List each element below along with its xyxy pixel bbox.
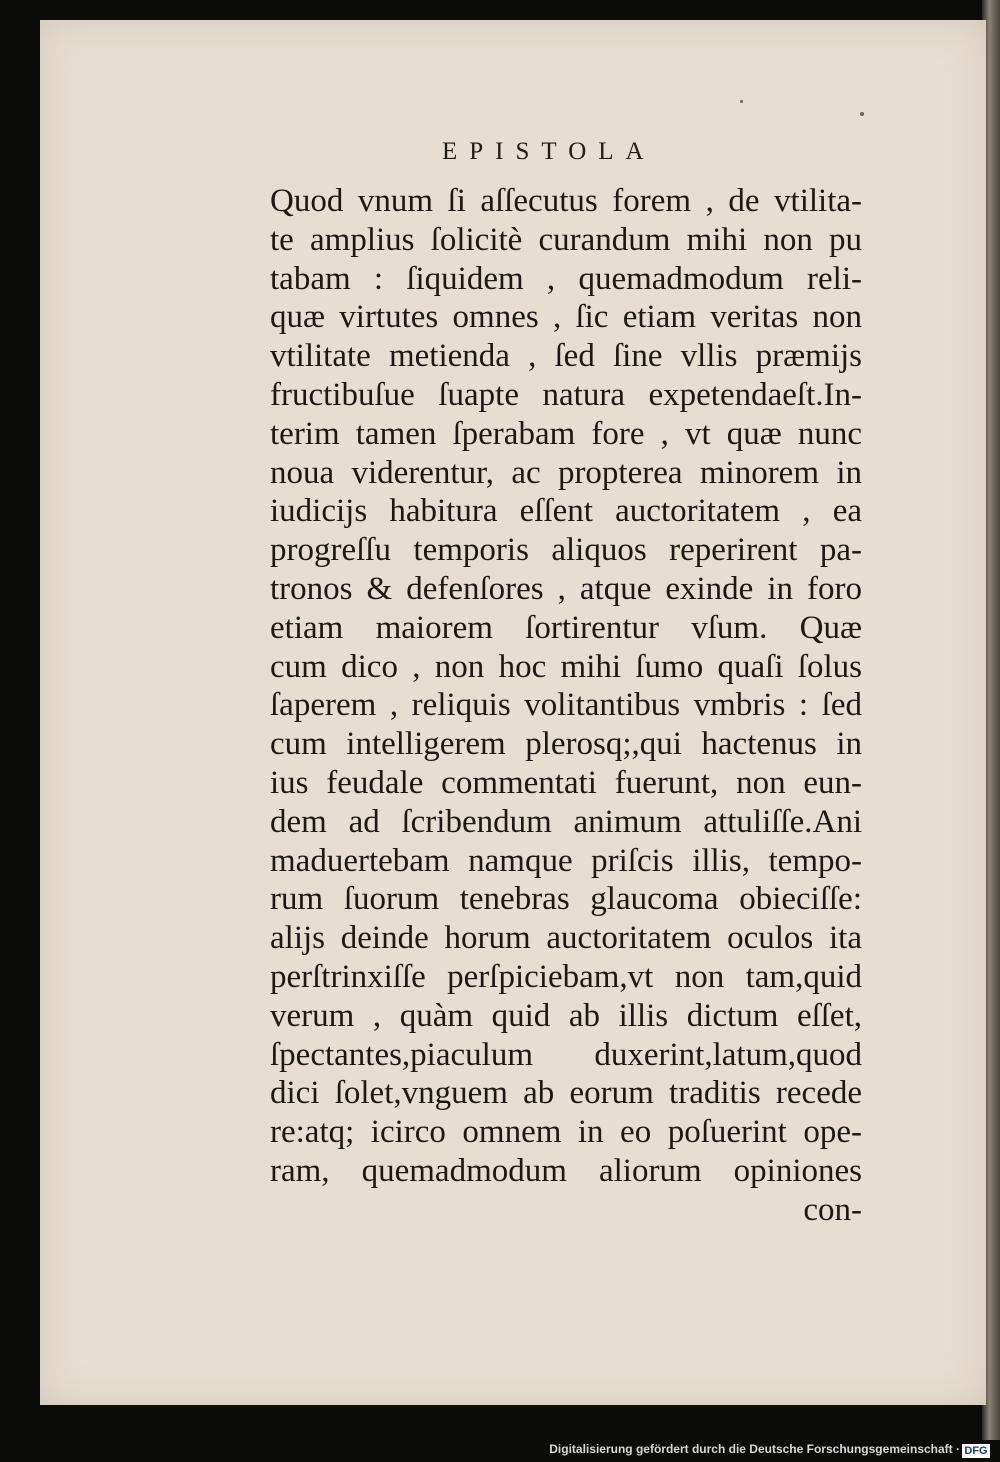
text-line: Quod vnum ſi aſſecutus forem , de vtilita- [270,183,862,219]
text-line: cum dico , non hoc mihi ſumo quaſi ſolus [270,648,862,685]
text-line: dici ſolet,vnguem ab eorum traditis recede [270,1075,862,1112]
text-line: quæ virtutes omnes , ſic etiam veritas non [270,299,862,336]
text-line: tronos & defenſores , atque exinde in foro [270,570,862,607]
text-line: te amplius ſolicitè curandum mihi non pu [270,221,862,258]
text-line: maduertebam namque priſcis illis, tempo- [270,842,862,879]
text-line: rum ſuorum tenebras glaucoma obieciſſe: [270,881,862,918]
text-line: perſtrinxiſſe perſpiciebam,vt non tam,quid [270,958,862,995]
text-line: ſaperem , reliquis volitantibus vmbris : ſed [270,687,862,724]
text-line: ius feudale commentati fuerunt, non eun- [270,764,862,801]
dfg-logo-icon: DFG [962,1444,990,1458]
digitization-credit: Digitalisierung gefördert durch die Deutsche Forschungsgemeinschaft · [549,1442,960,1456]
text-line: tabam : ſiquidem , quemadmodum reli- [270,260,862,297]
text-line: ſpectantes,piaculum duxerint,latum,quod [270,1036,862,1073]
text-line: progreſſu temporis aliquos reperirent pa- [270,532,862,569]
text-line: iudicijs habitura eſſent auctoritatem , ea [270,493,862,530]
body-text [270,182,862,1230]
text-line: alijs deinde horum auctoritatem oculos ita [270,920,862,957]
text-line: re:atq; icirco omnem in eo poſuerint ope- [270,1114,862,1151]
text-line: dem ad ſcribendum animum attuliſſe.Ani [270,803,862,840]
text-line: noua viderentur, ac propterea minorem in [270,454,862,491]
page-speck [740,100,743,103]
text-line: etiam maiorem ſortirentur vſum. Quæ [270,609,862,646]
page-speck [860,112,864,116]
text-line: verum , quàm quid ab illis dictum eſſet, [270,997,862,1034]
text-line: fructibuſue ſuapte natura expetendaeſt.In- [270,376,862,413]
catchword: con- [803,1191,862,1228]
text-line: ram, quemadmodum aliorum opiniones [270,1152,862,1189]
text-line: terim tamen ſperabam fore , vt quæ nunc [270,415,862,452]
running-head: EPISTOLA [442,138,656,165]
text-line: vtilitate metienda , ſed ſine vllis præmijs [270,338,862,375]
text-line: cum intelligerem plerosq;,qui hactenus in [270,726,862,763]
